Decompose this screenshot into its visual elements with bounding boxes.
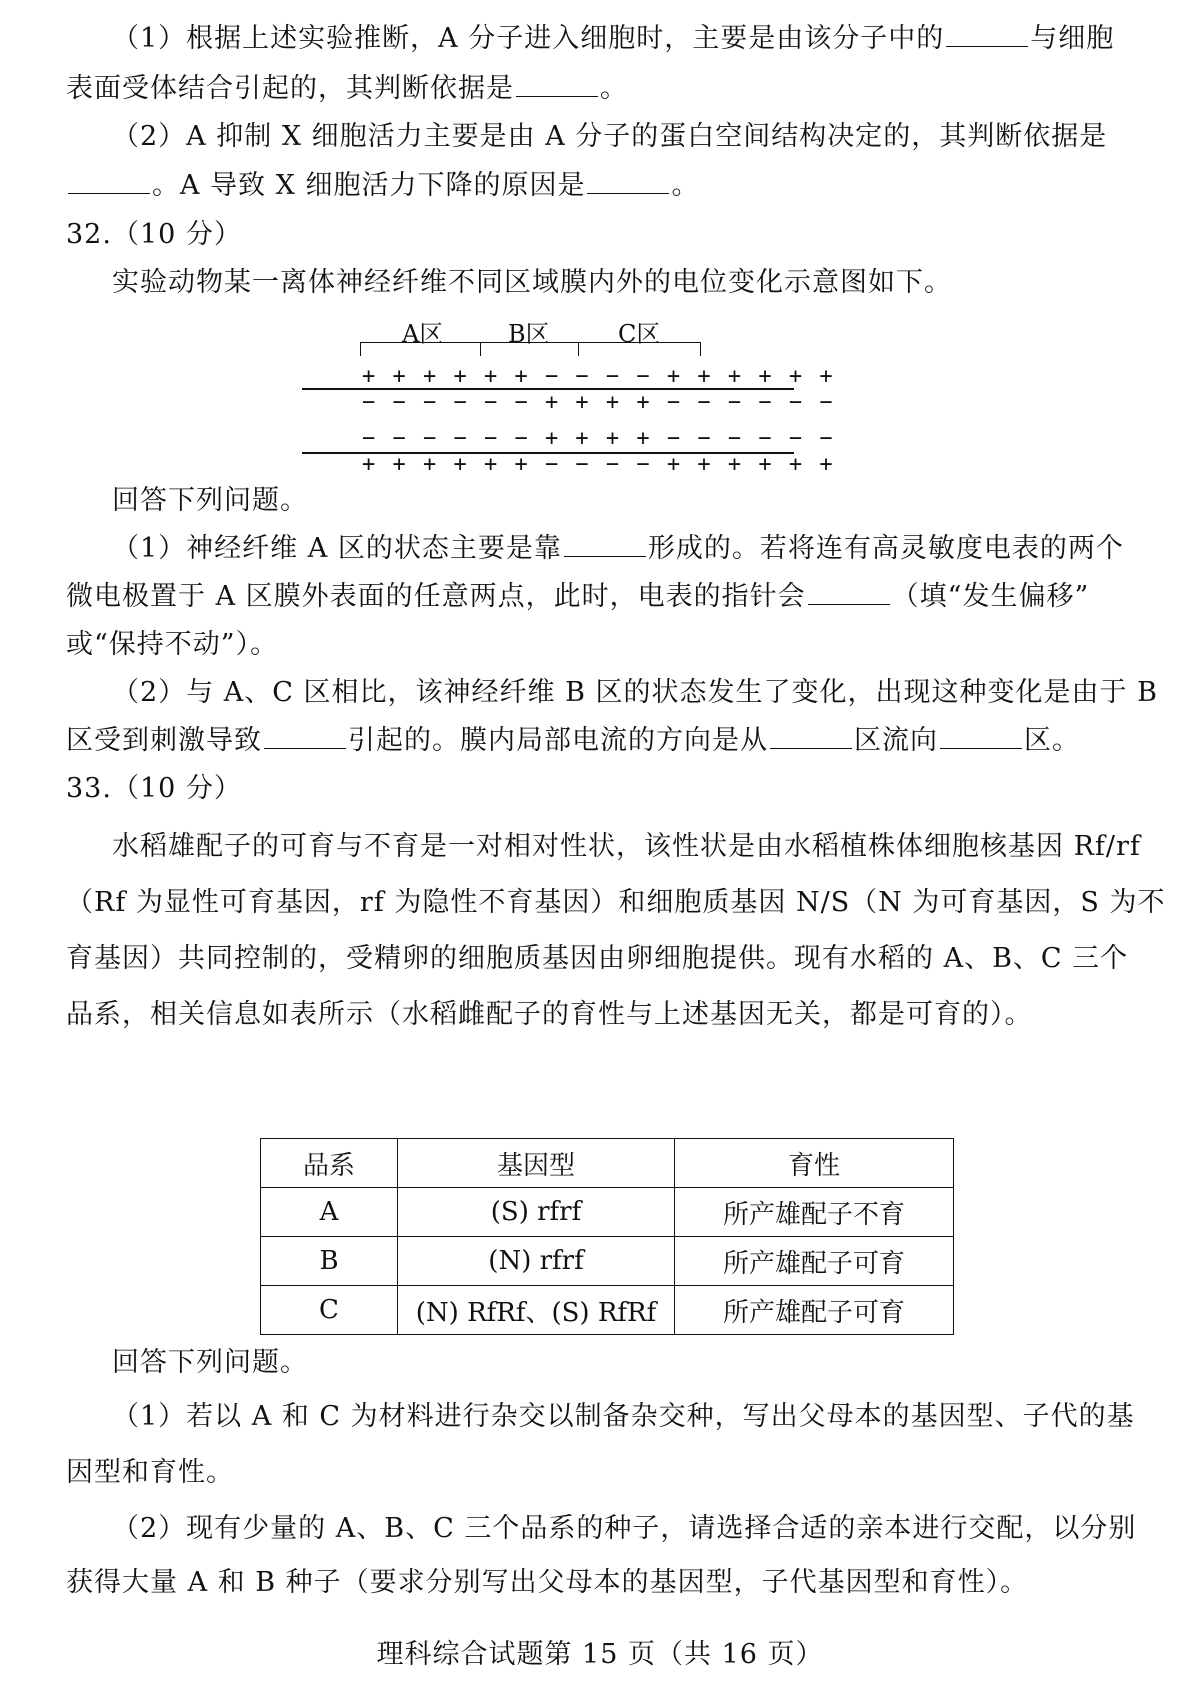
bracket-tick bbox=[700, 342, 701, 356]
q33-p2-line1: （2）现有少量的 A、B、C 三个品系的种子，请选择合适的亲本进行交配，以分别 bbox=[112, 1513, 1137, 1544]
table-cell: (S) rfrf bbox=[398, 1188, 675, 1237]
q33-header: 33.（10 分） bbox=[66, 773, 242, 804]
answer-blank bbox=[516, 74, 598, 97]
q33-answer-prompt: 回答下列问题。 bbox=[112, 1347, 308, 1378]
page-footer: 理科综合试题第 15 页（共 16 页） bbox=[376, 1639, 824, 1670]
zone-a-label: A区 bbox=[402, 320, 444, 348]
q32-intro: 实验动物某一离体神经纤维不同区域膜内外的电位变化示意图如下。 bbox=[112, 267, 952, 298]
table-cell: A bbox=[261, 1188, 398, 1237]
table-cell: B bbox=[261, 1237, 398, 1286]
table-cell: 所产雄配子可育 bbox=[675, 1237, 954, 1286]
q33-p1-line2: 因型和育性。 bbox=[66, 1457, 234, 1488]
q32-p2-line1: （2）与 A、C 区相比，该神经纤维 B 区的状态发生了变化，出现这种变化是由于 B bbox=[112, 677, 1158, 708]
table-row bbox=[261, 1237, 954, 1286]
outer-charge-row-top: + + + + + + − − − − + + + + + + bbox=[362, 364, 835, 389]
q33-p2-line2: 获得大量 A 和 B 种子（要求分别写出父母本的基因型，子代基因型和育性）。 bbox=[66, 1567, 1029, 1598]
table-header-row bbox=[261, 1139, 954, 1188]
table-header: 育性 bbox=[675, 1139, 954, 1188]
zone-bracket bbox=[360, 342, 700, 343]
bracket-tick bbox=[360, 342, 361, 356]
q33-intro-line1: 水稻雄配子的可育与不育是一对相对性状，该性状是由水稻植株体细胞核基因 Rf/rf bbox=[112, 831, 1141, 862]
answer-blank bbox=[264, 726, 346, 749]
q32-header: 32.（10 分） bbox=[66, 219, 242, 250]
table-row bbox=[261, 1286, 954, 1335]
q31-p2-line2 bbox=[66, 169, 699, 203]
text: 形成的。若将连有高灵敏度电表的两个 bbox=[647, 533, 1124, 564]
rice-strain-table bbox=[260, 1138, 954, 1335]
text: 微电极置于 A 区膜外表面的任意两点，此时，电表的指针会 bbox=[66, 581, 806, 612]
inner-charge-row-top: − − − − − − + + + + − − − − − − bbox=[362, 390, 835, 415]
text: 区。 bbox=[1024, 725, 1080, 756]
bracket-tick bbox=[578, 342, 579, 356]
text: 。A 导致 X 细胞活力下降的原因是 bbox=[152, 170, 586, 201]
outer-charge-row-bottom: + + + + + + − − − − + + + + + + bbox=[362, 452, 835, 477]
q33-p1-line1: （1）若以 A 和 C 为材料进行杂交以制备杂交种，写出父母本的基因型、子代的基 bbox=[112, 1401, 1135, 1432]
table-cell: C bbox=[261, 1286, 398, 1335]
text: 。 bbox=[671, 170, 700, 201]
answer-blank bbox=[770, 726, 852, 749]
text: （1）根据上述实验推断，A 分子进入细胞时，主要是由该分子中的 bbox=[112, 23, 945, 54]
table-cell: (N) rfrf bbox=[398, 1237, 675, 1286]
text: 与细胞 bbox=[1030, 23, 1115, 54]
table-cell: (N) RfRf、(S) RfRf bbox=[398, 1286, 675, 1335]
q31-p1-line2 bbox=[66, 72, 628, 106]
answer-blank bbox=[808, 582, 890, 605]
inner-charge-row-bottom: − − − − − − + + + + − − − − − − bbox=[362, 426, 835, 451]
bracket-tick bbox=[480, 342, 481, 356]
text: 表面受体结合引起的，其判断依据是 bbox=[66, 73, 514, 104]
table-cell: 所产雄配子不育 bbox=[675, 1188, 954, 1237]
text: （填“发生偏移” bbox=[891, 581, 1090, 612]
q33-intro-line3: 育基因）共同控制的，受精卵的细胞质基因由卵细胞提供。现有水稻的 A、B、C 三个 bbox=[66, 943, 1129, 974]
answer-blank bbox=[587, 171, 669, 194]
table-cell: 所产雄配子可育 bbox=[675, 1286, 954, 1335]
text: 区受到刺激导致 bbox=[66, 725, 262, 756]
text: （1）神经纤维 A 区的状态主要是靠 bbox=[112, 533, 562, 564]
answer-blank bbox=[946, 24, 1028, 47]
q31-p2-line1: （2）A 抑制 X 细胞活力主要是由 A 分子的蛋白空间结构决定的，其判断依据是 bbox=[112, 121, 1108, 152]
table-header: 品系 bbox=[261, 1139, 398, 1188]
nerve-fiber-diagram bbox=[320, 320, 880, 520]
zone-c-label: C区 bbox=[618, 320, 661, 348]
q31-p1-line1 bbox=[112, 22, 1114, 56]
text: 。 bbox=[600, 73, 628, 104]
q32-p1-line3: 或“保持不动”）。 bbox=[66, 629, 279, 660]
zone-b-label: B区 bbox=[508, 320, 550, 348]
answer-blank bbox=[564, 534, 646, 557]
text: 引起的。膜内局部电流的方向是从 bbox=[348, 725, 768, 756]
q32-p2-line2 bbox=[66, 724, 1080, 758]
table-row bbox=[261, 1188, 954, 1237]
q32-p1-line1 bbox=[112, 532, 1124, 566]
table-header: 基因型 bbox=[398, 1139, 675, 1188]
q33-intro-line4: 品系，相关信息如表所示（水稻雌配子的育性与上述基因无关，都是可育的）。 bbox=[66, 999, 1033, 1030]
q32-answer-prompt: 回答下列问题。 bbox=[112, 485, 308, 516]
answer-blank bbox=[68, 171, 150, 194]
answer-blank bbox=[940, 726, 1022, 749]
q32-p1-line2 bbox=[66, 580, 1089, 614]
q33-intro-line2: （Rf 为显性可育基因，rf 为隐性不育基因）和细胞质基因 N/S（N 为可育基因，S 为不 bbox=[66, 887, 1166, 918]
text: 区流向 bbox=[854, 725, 938, 756]
